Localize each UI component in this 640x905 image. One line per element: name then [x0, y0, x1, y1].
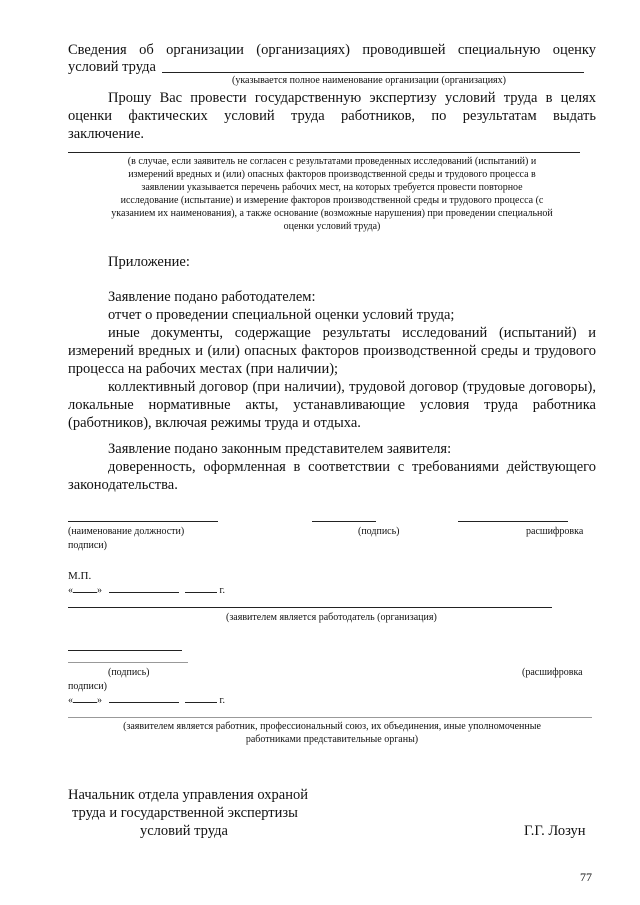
rep-heading: Заявление подано законным представителем заявителя:: [108, 441, 452, 457]
signer-position-line3: условий труда: [140, 823, 228, 839]
request-line3: заключение.: [68, 126, 145, 142]
applicant-worker-note-line: (заявителем является работник, профессиональный союз, их объединения, иные уполномоченные: [123, 721, 541, 732]
date-line-1: [68, 584, 268, 598]
disagree-note-line: исследование (испытание) и измерение факторов производственной среды и трудового процесса (с: [120, 195, 544, 206]
disagree-note: [62, 155, 602, 233]
month-blank: [109, 592, 179, 593]
employer-item: отчет о проведении специальной оценки условий труда;: [108, 307, 455, 323]
signature2-label: (подпись): [108, 667, 150, 678]
page-number: 77: [580, 870, 592, 884]
signer-position-line2: труда и государственной экспертизы: [72, 805, 298, 821]
employer-items: [68, 306, 596, 432]
decode2-label-cont: подписи): [68, 681, 107, 692]
org-name-hint: (указывается полное наименование организации (организациях): [232, 75, 506, 86]
decode2-label: (расшифровка: [522, 667, 583, 678]
disagree-note-line: оценки условий труда): [283, 221, 381, 232]
applicant-worker-note: [62, 720, 602, 746]
disagree-note-line: заявлении указывается перечень рабочих мест, на которых требуется провести повторное: [141, 182, 523, 193]
applicant-worker-note-line: работниками представительные органы): [245, 734, 419, 745]
year-blank: [185, 702, 217, 703]
year-suffix: г.: [219, 585, 225, 596]
applicant-employer-note: (заявителем является работодатель (организация): [226, 612, 437, 623]
month-blank: [109, 702, 179, 703]
date-open-quote: «: [68, 695, 73, 706]
org-name-field-line: [162, 72, 584, 73]
disagree-note-line: (в случае, если заявитель не согласен с результатами проведенных исследований (испытаний) и: [127, 156, 537, 167]
year-blank: [185, 592, 217, 593]
signature2-field-line-light: [68, 662, 188, 663]
employer-item: иные документы, содержащие результаты исследований (испытаний) и измерений вредных и (или) опасных факторов производственной среды и трудового процесса на рабочих местах (при наличии);: [68, 325, 596, 377]
date-line-2: [68, 694, 268, 708]
date-close-quote: »: [97, 585, 102, 596]
day-blank: [73, 592, 97, 593]
signer-name: Г.Г. Лозун: [524, 823, 586, 839]
year-suffix: г.: [219, 695, 225, 706]
rep-item: доверенность, оформленная в соответствии с требованиями действующего законодательства.: [68, 459, 596, 493]
disagree-note-line: измерений вредных и (или) опасных факторов производственной среды и трудового процесса в: [128, 169, 536, 180]
org-info-line1: Сведения об организации (организациях) проводившей специальную оценку: [68, 42, 596, 58]
date-open-quote: «: [68, 585, 73, 596]
disagree-field-line: [68, 152, 580, 153]
date-close-quote: »: [97, 695, 102, 706]
position-field-line: [68, 521, 218, 522]
day-blank: [73, 702, 97, 703]
employer-heading: Заявление подано работодателем:: [108, 289, 316, 305]
applicant-employer-line: [68, 607, 552, 608]
signature-field-line: [312, 521, 376, 522]
decode-field-line: [458, 521, 568, 522]
stamp-label: М.П.: [68, 570, 92, 582]
disagree-note-line: указанием их наименования), а также основание (возможные нарушения) при проведении специальной: [111, 208, 553, 219]
position-label: (наименование должности): [68, 526, 185, 537]
signature2-field-line: [68, 650, 182, 651]
org-info-line2-prefix: условий труда: [68, 59, 156, 75]
request-line2: оценки фактических условий труда работников, по результатам выдать: [68, 108, 596, 124]
applicant-worker-line: [68, 717, 592, 718]
decode-label: расшифровка: [526, 526, 584, 537]
employer-item: коллективный договор (при наличии), трудовой договор (трудовые договоры), локальные нормативные акты, устанавливающие условия труда работника (работников), включая режимы труда и отдыха.: [68, 379, 596, 431]
attachment-title: Приложение:: [108, 254, 190, 270]
signature-label: (подпись): [358, 526, 400, 537]
request-line1: Прошу Вас провести государственную экспертизу условий труда в целях: [108, 90, 596, 106]
decode-label-cont: подписи): [68, 540, 107, 551]
signer-position-line1: Начальник отдела управления охраной: [68, 787, 308, 803]
